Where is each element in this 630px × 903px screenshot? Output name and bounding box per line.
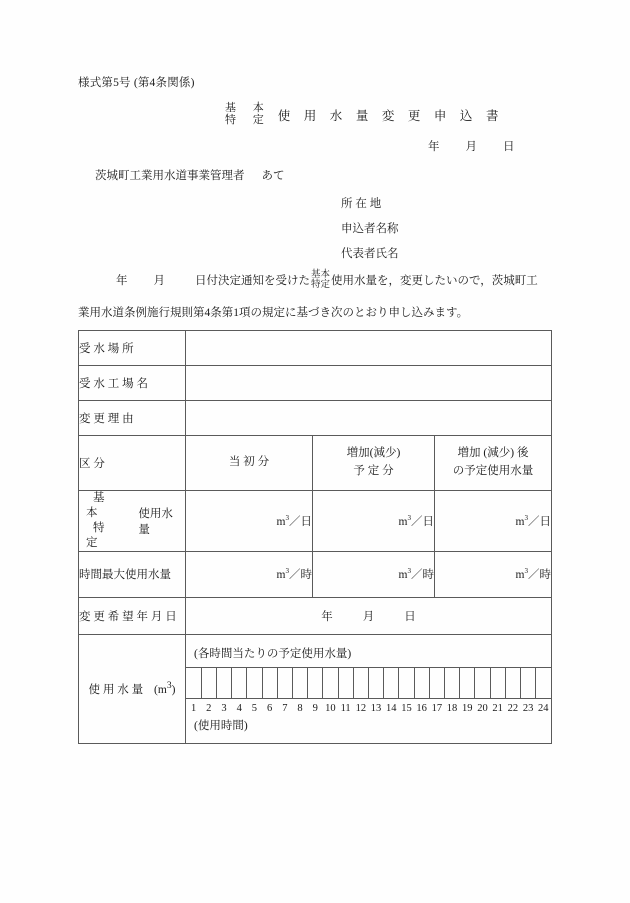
kubun-col-after-line2: の予定使用水量 bbox=[452, 465, 534, 477]
desired-date-day: 日 bbox=[404, 610, 416, 623]
hour-label-16: 16 bbox=[416, 702, 427, 714]
hourly-usage-cell-16[interactable] bbox=[414, 667, 429, 698]
addressee-suffix: あて bbox=[261, 170, 285, 182]
hour-label-19: 19 bbox=[462, 702, 473, 714]
unit-exponent: 3 bbox=[407, 567, 411, 576]
hourly-usage-cell-21[interactable] bbox=[490, 667, 505, 698]
kubun-col-after bbox=[435, 436, 552, 491]
unit-exponent: 3 bbox=[285, 567, 289, 576]
table-row-basic-volume bbox=[79, 491, 552, 552]
basic-volume-label bbox=[79, 491, 186, 552]
hourly-usage-grid bbox=[186, 667, 551, 699]
unit-suffix: ／日 bbox=[411, 515, 434, 528]
change-reason-value[interactable] bbox=[186, 401, 552, 436]
hour-label-18: 18 bbox=[446, 702, 458, 714]
hourly-usage-hour-labels bbox=[186, 699, 551, 714]
hourly-usage-cell-17[interactable] bbox=[429, 667, 444, 698]
title-stacked-top: 基 本 bbox=[225, 102, 271, 114]
hourly-usage-cell-22[interactable] bbox=[505, 667, 520, 698]
applicant-block bbox=[341, 192, 399, 267]
table-row-peak-volume bbox=[79, 551, 552, 597]
kubun-col-change-line1: 増加(減少) bbox=[346, 447, 401, 460]
hourly-usage-cell-2[interactable] bbox=[201, 667, 216, 698]
hour-label-4: 4 bbox=[236, 702, 242, 714]
header-date-line bbox=[428, 138, 515, 154]
kubun-col-change bbox=[313, 436, 435, 491]
unit-suffix: ／日 bbox=[528, 515, 552, 528]
hourly-usage-label-text: 使 用 水 量 bbox=[88, 684, 144, 697]
header-date-month: 月 bbox=[465, 141, 477, 153]
hourly-usage-cell-3[interactable] bbox=[216, 667, 231, 698]
table-row-desired-date bbox=[79, 597, 552, 634]
body-paragraph-line1 bbox=[78, 270, 556, 290]
para-stacked-bottom: 特定 bbox=[311, 280, 331, 291]
applicant-address-label: 所 在 地 bbox=[341, 198, 382, 210]
hourly-usage-grid-row bbox=[186, 667, 551, 698]
peak-volume-after[interactable] bbox=[435, 551, 552, 597]
basic-volume-after[interactable] bbox=[435, 491, 552, 552]
hour-label-2: 2 bbox=[206, 702, 212, 714]
unit-suffix: ／時 bbox=[411, 569, 434, 582]
desired-date-year: 年 bbox=[321, 610, 333, 623]
hourly-usage-cell-7[interactable] bbox=[277, 667, 292, 698]
unit-prefix: m bbox=[276, 569, 286, 582]
kubun-col-after-line1: 増加 (減少) 後 bbox=[457, 447, 529, 460]
unit-prefix: m bbox=[398, 569, 408, 582]
hourly-usage-cell-11[interactable] bbox=[338, 667, 353, 698]
table-row bbox=[79, 366, 552, 401]
hourly-usage-cell-20[interactable] bbox=[475, 667, 490, 698]
header-date-day: 日 bbox=[503, 141, 515, 153]
table-row bbox=[79, 331, 552, 366]
hour-label-22: 22 bbox=[507, 702, 519, 714]
hourly-usage-cell-10[interactable] bbox=[323, 667, 338, 698]
basic-volume-stacked-pair bbox=[86, 491, 132, 551]
hourly-usage-cell-24[interactable] bbox=[536, 667, 551, 698]
hourly-usage-cell-1[interactable] bbox=[186, 667, 201, 698]
unit-suffix: ／時 bbox=[289, 569, 312, 582]
hour-label-21: 21 bbox=[492, 702, 503, 714]
hourly-usage-cell-19[interactable] bbox=[460, 667, 475, 698]
unit-suffix: ／時 bbox=[528, 569, 552, 582]
hourly-usage-cell-14[interactable] bbox=[384, 667, 399, 698]
hourly-usage-label bbox=[79, 634, 186, 743]
row-label-change-reason bbox=[79, 401, 186, 436]
hourly-usage-cell-6[interactable] bbox=[262, 667, 277, 698]
title-stacked-pair bbox=[218, 103, 271, 127]
hourly-usage-cell-4[interactable] bbox=[232, 667, 247, 698]
body-paragraph bbox=[78, 270, 556, 320]
unit-prefix: m bbox=[515, 515, 525, 528]
applicant-name-label: 申込者名称 bbox=[341, 223, 399, 235]
unit-exponent: 3 bbox=[407, 514, 411, 523]
desired-date-month: 月 bbox=[362, 610, 375, 623]
basic-volume-label-tail: 使用水量 bbox=[138, 507, 173, 536]
table-header-row bbox=[79, 436, 552, 491]
hourly-usage-cell-18[interactable] bbox=[444, 667, 459, 698]
hour-label-3: 3 bbox=[221, 702, 227, 714]
form-code: 様式第5号 (第4条関係) bbox=[78, 77, 195, 89]
hour-label-11: 11 bbox=[340, 702, 351, 714]
hourly-usage-cell-8[interactable] bbox=[292, 667, 307, 698]
hour-label-5: 5 bbox=[251, 702, 258, 714]
hourly-usage-cell-13[interactable] bbox=[368, 667, 383, 698]
para-text-after: 使用水量を，変更したいので，茨城町工 bbox=[331, 275, 538, 288]
kubun-col-change-line2: 予 定 分 bbox=[353, 465, 394, 477]
hourly-usage-footer: (使用時間) bbox=[194, 719, 248, 732]
hourly-usage-cell-15[interactable] bbox=[399, 667, 414, 698]
hour-label-10: 10 bbox=[325, 702, 336, 714]
hour-label-6: 6 bbox=[266, 702, 273, 714]
unit-prefix: m bbox=[398, 515, 408, 528]
hour-label-20: 20 bbox=[477, 702, 488, 714]
receiving-place-label: 受 水 場 所 bbox=[79, 343, 134, 355]
hour-label-14: 14 bbox=[385, 702, 397, 714]
unit-prefix: (m bbox=[154, 684, 167, 697]
hour-label-15: 15 bbox=[401, 702, 412, 714]
hourly-usage-caption: (各時間当たりの予定使用水量) bbox=[194, 647, 352, 660]
hourly-usage-cell-5[interactable] bbox=[247, 667, 262, 698]
hour-label-9: 9 bbox=[312, 702, 318, 714]
header-date-year: 年 bbox=[428, 141, 440, 153]
document-title bbox=[218, 103, 504, 127]
unit-exponent: 3 bbox=[166, 680, 172, 692]
para-year: 年 bbox=[116, 275, 128, 288]
para-stacked-pair bbox=[311, 270, 330, 290]
unit-suffix: ／日 bbox=[289, 515, 312, 528]
hourly-usage-cell bbox=[186, 634, 552, 743]
hour-label-24: 24 bbox=[538, 702, 549, 714]
body-paragraph-line2: 業用水道条例施行規則第4条第1項の規定に基づき次のとおり申し込みます。 bbox=[78, 307, 469, 320]
hourly-usage-cell-12[interactable] bbox=[353, 667, 368, 698]
unit-suffix: ) bbox=[171, 684, 176, 697]
title-main-text: 使 用 水 量 変 更 申 込 書 bbox=[277, 108, 504, 123]
hour-label-12: 12 bbox=[355, 702, 367, 714]
unit-exponent: 3 bbox=[524, 514, 529, 523]
hour-label-8: 8 bbox=[297, 702, 303, 714]
unit-exponent: 3 bbox=[524, 567, 529, 576]
table-row-hourly-usage bbox=[79, 634, 552, 743]
hourly-usage-label-unit bbox=[154, 680, 176, 697]
addressee-line bbox=[95, 167, 285, 183]
receiving-factory-label: 受 水 工 場 名 bbox=[79, 378, 148, 390]
para-text-before: 日付決定通知を受けた bbox=[195, 275, 310, 288]
hourly-usage-cell-9[interactable] bbox=[308, 667, 323, 698]
application-table bbox=[78, 330, 552, 744]
unit-exponent: 3 bbox=[285, 514, 289, 523]
hour-label-13: 13 bbox=[370, 702, 382, 714]
basic-volume-initial[interactable] bbox=[186, 491, 313, 552]
unit-prefix: m bbox=[515, 569, 525, 582]
hourly-usage-cell-23[interactable] bbox=[520, 667, 535, 698]
title-stacked-bottom: 特 定 bbox=[225, 113, 271, 126]
hour-label-17: 17 bbox=[431, 702, 443, 714]
row-label-receiving-factory bbox=[79, 366, 186, 401]
basic-volume-change[interactable] bbox=[313, 491, 435, 552]
addressee-name: 茨城町工業用水道事業管理者 bbox=[95, 170, 245, 182]
basic-volume-label-top: 基 本 bbox=[86, 492, 112, 519]
receiving-place-value[interactable] bbox=[186, 331, 552, 366]
desired-date-value[interactable] bbox=[186, 597, 552, 634]
row-label-receiving-place bbox=[79, 331, 186, 366]
hour-label-1: 1 bbox=[190, 702, 197, 714]
para-month: 月 bbox=[153, 275, 165, 288]
kubun-col-initial: 当 初 分 bbox=[186, 436, 313, 491]
peak-volume-change[interactable] bbox=[313, 551, 435, 597]
unit-prefix: m bbox=[276, 515, 286, 528]
hour-label-23: 23 bbox=[522, 702, 534, 714]
desired-date-label: 変 更 希 望 年 月 日 bbox=[79, 597, 186, 634]
peak-volume-initial[interactable] bbox=[186, 551, 313, 597]
para-stacked-top: 基本 bbox=[311, 270, 331, 280]
peak-volume-label: 時間最大使用水量 bbox=[79, 551, 186, 597]
hour-label-7: 7 bbox=[282, 702, 288, 714]
kubun-label: 区 分 bbox=[79, 436, 186, 491]
table-row bbox=[79, 401, 552, 436]
applicant-representative-label: 代表者氏名 bbox=[341, 248, 399, 260]
receiving-factory-value[interactable] bbox=[186, 366, 552, 401]
basic-volume-label-bottom: 特 定 bbox=[86, 521, 112, 549]
change-reason-label: 変 更 理 由 bbox=[79, 413, 134, 425]
